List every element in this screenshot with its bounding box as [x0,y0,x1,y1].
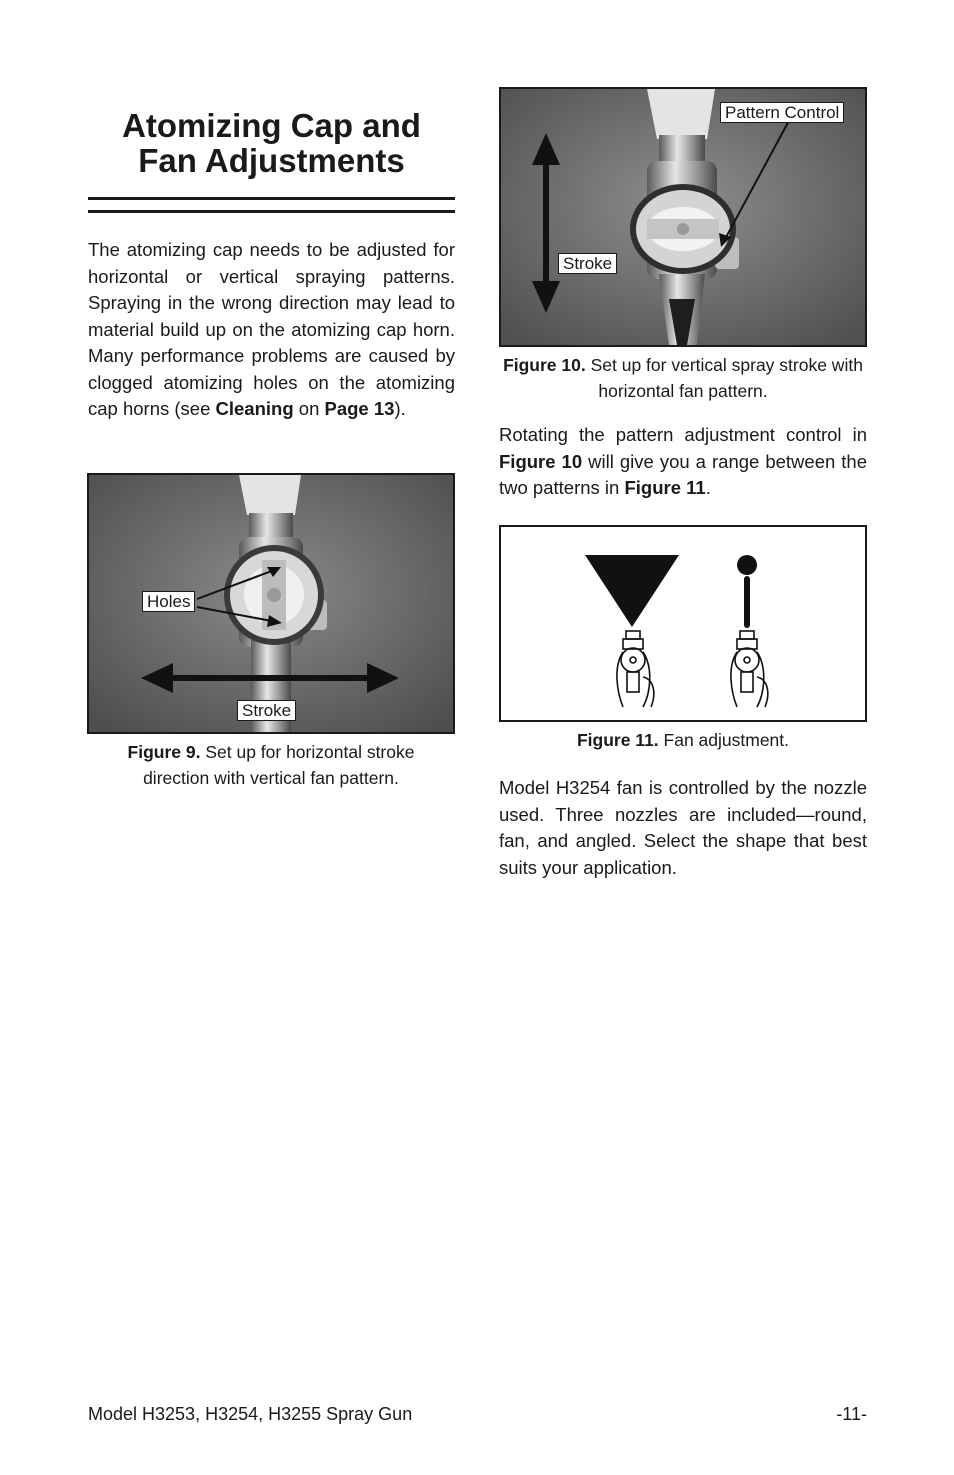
intro-text-2: on [293,398,325,419]
rotating-text-3: . [705,477,711,498]
heading-line-2: Fan Adjustments [138,142,405,179]
figure-11-caption-text: Fan adjustment. [658,730,790,750]
heading-line-1: Atomizing Cap and [122,107,421,144]
figure-11-number: Figure 11. [576,730,659,750]
heading-rule-top [88,197,455,200]
fan-pattern-illustration [501,527,865,720]
figure-10-caption-text: Set up for vertical spray stroke with horizontal fan pattern. [585,355,863,401]
pattern-control-label: Pattern Control [720,102,844,123]
rotating-text-1: Rotating the pattern adjustment control in [499,424,867,445]
heading-rule-bottom [88,210,455,213]
figure-11-ref: Figure 11 [624,477,706,498]
figure-10-number: Figure 10. [503,355,586,375]
stroke-label-fig9: Stroke [237,700,296,721]
stroke-label-fig10: Stroke [558,253,617,274]
holes-label: Holes [142,591,195,612]
figure-11-caption [499,727,867,753]
footer-model: Model H3253, H3254, H3255 Spray Gun [88,1404,413,1424]
figure-9-caption [100,739,442,791]
page-ref: Page 13 [324,398,395,419]
cleaning-ref: Cleaning [215,398,294,419]
intro-text-3: ). [394,398,406,419]
round-dot-icon [737,555,757,575]
figure-10-caption [499,352,867,404]
rotating-text-2: will give you a range between the two patterns in [499,450,868,498]
section-heading [88,108,455,178]
figure-9-caption-text: Set up for horizontal stroke direction with vertical fan pattern. [143,742,415,788]
page-number: -11- [836,1404,867,1424]
figure-9-number: Figure 9. [127,742,201,762]
figure-10-photo [499,87,867,347]
spray-gun-vertical-illustration [501,89,865,345]
figure-11-diagram [499,525,867,722]
figure-9-photo [87,473,455,734]
figure-10-ref: Figure 10 [499,450,583,472]
rotating-paragraph [499,422,867,502]
model-note-paragraph: Model H3254 fan is controlled by the nozzle used. Three nozzles are included—round, fan, and angled. Select the shape that best suits your application. [499,777,867,878]
fan-triangle-icon [585,555,679,627]
intro-text-1: The atomizing cap needs to be adjusted for horizontal or vertical spraying patterns. Spraying in the wrong direction may lead to material build up on the atomizing cap horn. Many performance problems are caused by clogged atomizing holes on the atomizing cap horns (see [88,239,455,419]
intro-paragraph [88,237,455,423]
